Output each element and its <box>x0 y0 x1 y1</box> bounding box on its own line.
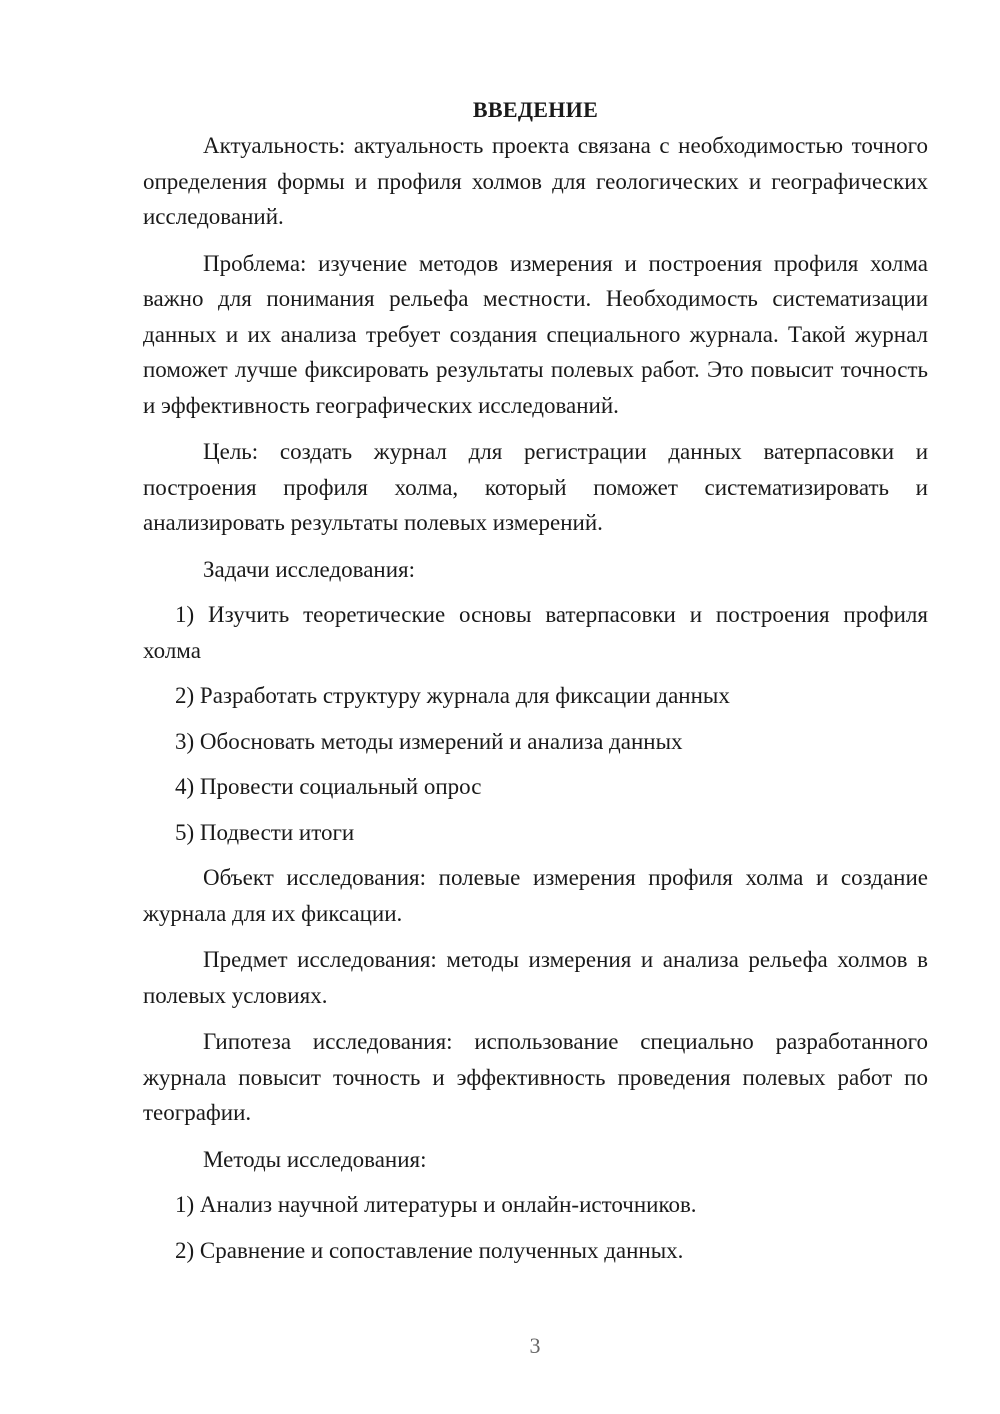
task-item-2: 2) Разработать структуру журнала для фиксации данных <box>175 683 730 708</box>
document-body <box>143 93 928 1278</box>
object-paragraph: Объект исследования: полевые измерения профиля холма и создание журнала для их фиксации. <box>143 865 928 926</box>
goal-paragraph: Цель: создать журнал для регистрации данных ватерпасовки и построения профиля холма, который поможет систематизировать и анализировать результаты полевых измерений. <box>143 439 928 535</box>
task-item-1: 1) Изучить теоретические основы ватерпасовки и построения профиля холма <box>143 602 928 663</box>
method-item-1: 1) Анализ научной литературы и онлайн-источников. <box>175 1192 697 1217</box>
page-title: ВВЕДЕНИЕ <box>472 97 599 122</box>
tasks-heading: Задачи исследования: <box>203 556 416 582</box>
relevance-paragraph: Актуальность: актуальность проекта связана с необходимостью точного определения формы и профиля холмов для геологических и географических исследований. <box>143 133 928 229</box>
subject-paragraph: Предмет исследования: методы измерения и анализа рельефа холмов в полевых условиях. <box>143 947 928 1008</box>
hypothesis-paragraph: Гипотеза исследования: использование специально разработанного журнала повысит точность и эффективность проведения полевых работ по теографии. <box>143 1029 928 1125</box>
method-item-2: 2) Сравнение и сопоставление полученных данных. <box>175 1237 684 1263</box>
page-number: 3 <box>529 1333 541 1358</box>
task-item-4: 4) Провести социальный опрос <box>175 774 482 799</box>
problem-paragraph: Проблема: изучение методов измерения и построения профиля холма важно для понимания рельефа местности. Необходимость систематизации данных и их анализа требует создания специального журнала. Такой журнал поможет лучше фиксировать результаты полевых работ. Это повысит точность и эффективность географических исследований. <box>143 250 928 418</box>
methods-heading: Методы исследования: <box>203 1146 427 1172</box>
task-item-3: 3) Обосновать методы измерений и анализа данных <box>175 728 683 754</box>
task-item-5: 5) Подвести итоги <box>175 819 355 845</box>
